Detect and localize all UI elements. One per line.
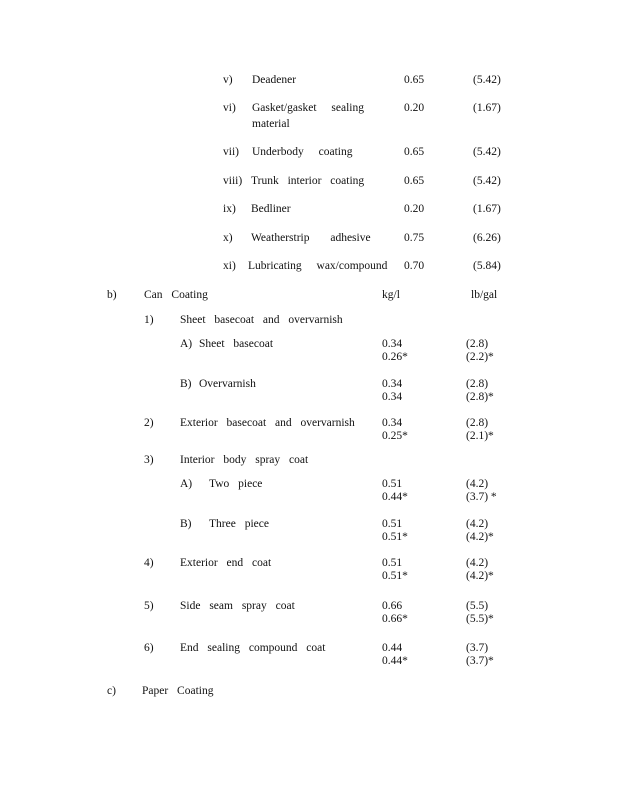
item-number: vi)	[223, 102, 236, 114]
kg-value: 0.51	[382, 557, 403, 569]
kg-value: 0.20	[404, 102, 425, 114]
section-title: Paper Coating	[142, 685, 214, 697]
kg-value: 0.65	[404, 175, 425, 187]
item-number: 2)	[144, 417, 154, 429]
item-number: 4)	[144, 557, 154, 569]
lb-value: (3.7)	[466, 642, 489, 654]
sub-letter: A)	[180, 338, 193, 350]
kg-value-alt: 0.34	[382, 391, 403, 403]
sub-label: Three piece	[209, 518, 269, 530]
lb-value: (5.84)	[473, 260, 501, 272]
kg-value: 0.70	[404, 260, 425, 272]
sub-label: Sheet basecoat	[199, 338, 274, 350]
kg-value: 0.34	[382, 378, 403, 390]
kg-value-alt: 0.51*	[382, 570, 408, 582]
item-label: Exterior end coat	[180, 557, 272, 569]
item-label: Deadener	[252, 74, 297, 86]
lb-value: (2.8)	[466, 338, 489, 350]
lb-value-alt: (4.2)*	[466, 531, 494, 543]
item-number: viii)	[223, 175, 243, 187]
kg-value: 0.51	[382, 478, 403, 490]
lb-value-alt: (2.2)*	[466, 351, 494, 363]
kg-value: 0.51	[382, 518, 403, 530]
item-number: 3)	[144, 454, 154, 466]
unit-lb-header: lb/gal	[471, 289, 498, 301]
lb-value: (2.8)	[466, 378, 489, 390]
lb-value: (1.67)	[473, 203, 501, 215]
unit-kg-header: kg/l	[382, 289, 400, 301]
item-label: Trunk interior coating	[251, 175, 365, 187]
item-label: Exterior basecoat and overvarnish	[180, 417, 355, 429]
item-label: Sheet basecoat and overvarnish	[180, 314, 343, 326]
lb-value: (5.42)	[473, 74, 501, 86]
sub-letter: A)	[180, 478, 193, 490]
item-number: xi)	[223, 260, 236, 272]
item-number: v)	[223, 74, 233, 86]
lb-value: (6.26)	[473, 232, 501, 244]
lb-value-alt: (4.2)*	[466, 570, 494, 582]
lb-value: (5.42)	[473, 146, 501, 158]
section-title: Can Coating	[144, 289, 208, 301]
item-number: 1)	[144, 314, 154, 326]
lb-value: (4.2)	[466, 557, 489, 569]
kg-value: 0.44	[382, 642, 403, 654]
section-letter: c)	[107, 685, 116, 697]
kg-value: 0.34	[382, 338, 403, 350]
kg-value: 0.65	[404, 74, 425, 86]
item-label: Lubricating wax/compound	[248, 260, 388, 272]
lb-value-alt: (3.7) *	[466, 491, 497, 503]
item-label: Gasket/gasket sealing	[252, 102, 364, 114]
lb-value-alt: (2.1)*	[466, 430, 494, 442]
sub-letter: B)	[180, 518, 192, 530]
lb-value: (2.8)	[466, 417, 489, 429]
sub-label: Overvarnish	[199, 378, 256, 390]
item-label: Bedliner	[251, 203, 291, 215]
item-number: 6)	[144, 642, 154, 654]
lb-value: (5.42)	[473, 175, 501, 187]
kg-value-alt: 0.25*	[382, 430, 408, 442]
lb-value: (1.67)	[473, 102, 501, 114]
lb-value: (4.2)	[466, 518, 489, 530]
kg-value: 0.34	[382, 417, 403, 429]
item-label: Weatherstrip adhesive	[251, 232, 371, 244]
item-label: End sealing compound coat	[180, 642, 326, 654]
kg-value: 0.20	[404, 203, 425, 215]
sub-label: Two piece	[209, 478, 263, 490]
lb-value-alt: (5.5)*	[466, 613, 494, 625]
lb-value: (4.2)	[466, 478, 489, 490]
sub-letter: B)	[180, 378, 192, 390]
item-number: vii)	[223, 146, 239, 158]
kg-value: 0.66	[382, 600, 403, 612]
kg-value-alt: 0.44*	[382, 655, 408, 667]
item-label: Side seam spray coat	[180, 600, 295, 612]
kg-value: 0.75	[404, 232, 425, 244]
lb-value-alt: (3.7)*	[466, 655, 494, 667]
kg-value-alt: 0.44*	[382, 491, 408, 503]
item-label: Underbody coating	[252, 146, 353, 158]
lb-value-alt: (2.8)*	[466, 391, 494, 403]
item-number: 5)	[144, 600, 154, 612]
kg-value: 0.65	[404, 146, 425, 158]
item-number: ix)	[223, 203, 236, 215]
item-number: x)	[223, 232, 233, 244]
kg-value-alt: 0.51*	[382, 531, 408, 543]
kg-value-alt: 0.66*	[382, 613, 408, 625]
kg-value-alt: 0.26*	[382, 351, 408, 363]
item-label: Interior body spray coat	[180, 454, 309, 466]
section-letter: b)	[107, 289, 117, 301]
lb-value: (5.5)	[466, 600, 489, 612]
item-label-cont: material	[252, 118, 290, 130]
